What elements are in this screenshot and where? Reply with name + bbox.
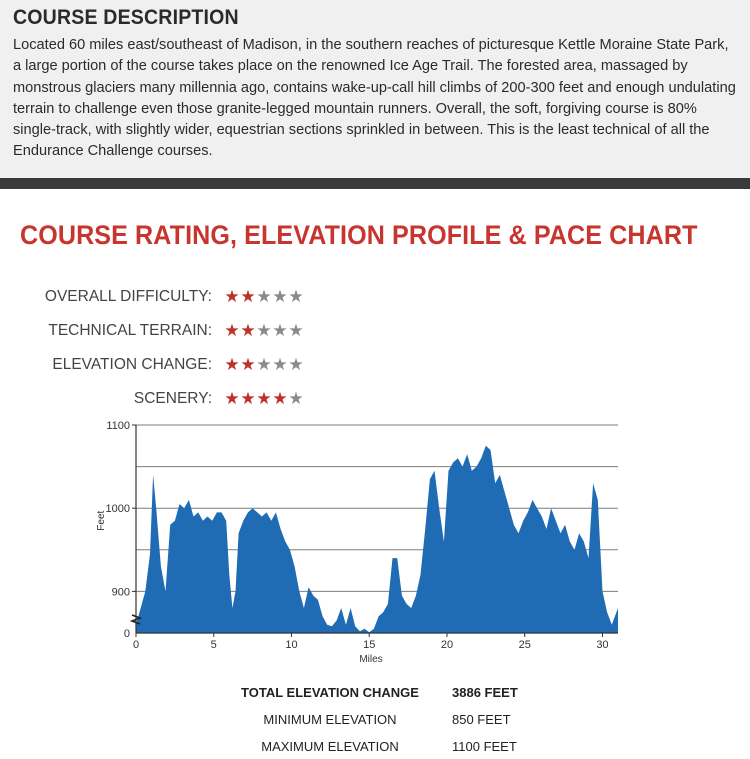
star-filled-icon: ★ — [272, 389, 288, 409]
section-title: COURSE RATING, ELEVATION PROFILE & PACE CHART — [20, 220, 698, 250]
star-filled-icon: ★ — [224, 287, 240, 307]
rating-overall-difficulty — [0, 288, 340, 312]
y-tick-label: 1100 — [106, 420, 130, 432]
elevation-profile-chart — [0, 410, 750, 670]
y-axis-label: Feet — [96, 510, 107, 531]
star-empty-icon: ★ — [272, 287, 288, 307]
summary-value: 3886 FEET — [452, 685, 518, 700]
summary-value: 850 FEET — [452, 712, 511, 727]
star-filled-icon: ★ — [240, 389, 256, 409]
summary-label: TOTAL ELEVATION CHANGE — [241, 685, 419, 700]
star-empty-icon: ★ — [256, 321, 272, 341]
elevation-area — [136, 446, 618, 633]
star-filled-icon: ★ — [240, 355, 256, 375]
x-tick-label: 10 — [285, 639, 298, 651]
x-tick-label: 30 — [596, 639, 609, 651]
star-empty-icon: ★ — [256, 287, 272, 307]
summary-value: 1100 FEET — [452, 739, 517, 754]
star-empty-icon: ★ — [288, 287, 304, 307]
rating-label: SCENERY: — [133, 390, 212, 407]
x-tick-label: 15 — [363, 639, 376, 651]
rating-label: ELEVATION CHANGE: — [52, 356, 212, 373]
star-rating — [224, 319, 304, 343]
star-rating — [224, 387, 304, 411]
star-empty-icon: ★ — [272, 321, 288, 341]
star-rating — [224, 285, 304, 309]
x-axis-label: Miles — [359, 654, 383, 665]
summary-label: MINIMUM ELEVATION — [263, 712, 397, 727]
star-filled-icon: ★ — [240, 321, 256, 341]
y-tick-label: 1000 — [105, 503, 130, 516]
star-filled-icon: ★ — [256, 389, 272, 409]
y-tick-label: 900 — [111, 586, 130, 599]
star-filled-icon: ★ — [224, 321, 240, 341]
star-empty-icon: ★ — [256, 355, 272, 375]
x-tick-label: 25 — [518, 639, 531, 651]
course-description-text: Located 60 miles east/southeast of Madison, in the southern reaches of picturesque Kettle Moraine State Park, a large portion of the course takes place on the renowned Ice Age Trail. The forested area, massaged by monstrous glaciers many millennia ago, contains wake-up-call hill climbs of 200-300 feet and enough undulating terrain to challenge even those granite-legged mountain runners. Overall, the soft, forgiving course is 80% single-track, with slightly wider, equestrian sections sprinkled in between. This is the least technical of all the Endurance Challenge courses. — [13, 37, 736, 160]
star-filled-icon: ★ — [224, 389, 240, 409]
x-tick-label: 20 — [440, 639, 454, 651]
rating-elevation-change — [0, 356, 340, 380]
rating-technical-terrain — [0, 322, 340, 346]
star-filled-icon: ★ — [240, 287, 256, 307]
section-divider — [0, 178, 750, 189]
star-filled-icon: ★ — [224, 355, 240, 375]
course-description-title: COURSE DESCRIPTION — [13, 6, 239, 29]
star-empty-icon: ★ — [288, 321, 304, 341]
summary-label: MAXIMUM ELEVATION — [261, 739, 399, 754]
star-empty-icon: ★ — [288, 389, 304, 409]
y-tick-label: 0 — [123, 628, 130, 640]
star-empty-icon: ★ — [272, 355, 288, 375]
x-tick-label: 5 — [210, 639, 217, 651]
rating-label: OVERALL DIFFICULTY: — [44, 288, 212, 305]
rating-label: TECHNICAL TERRAIN: — [48, 322, 212, 339]
star-rating — [224, 353, 304, 377]
x-tick-label: 0 — [132, 639, 140, 651]
star-empty-icon: ★ — [288, 355, 304, 375]
course-description-panel — [0, 0, 750, 178]
